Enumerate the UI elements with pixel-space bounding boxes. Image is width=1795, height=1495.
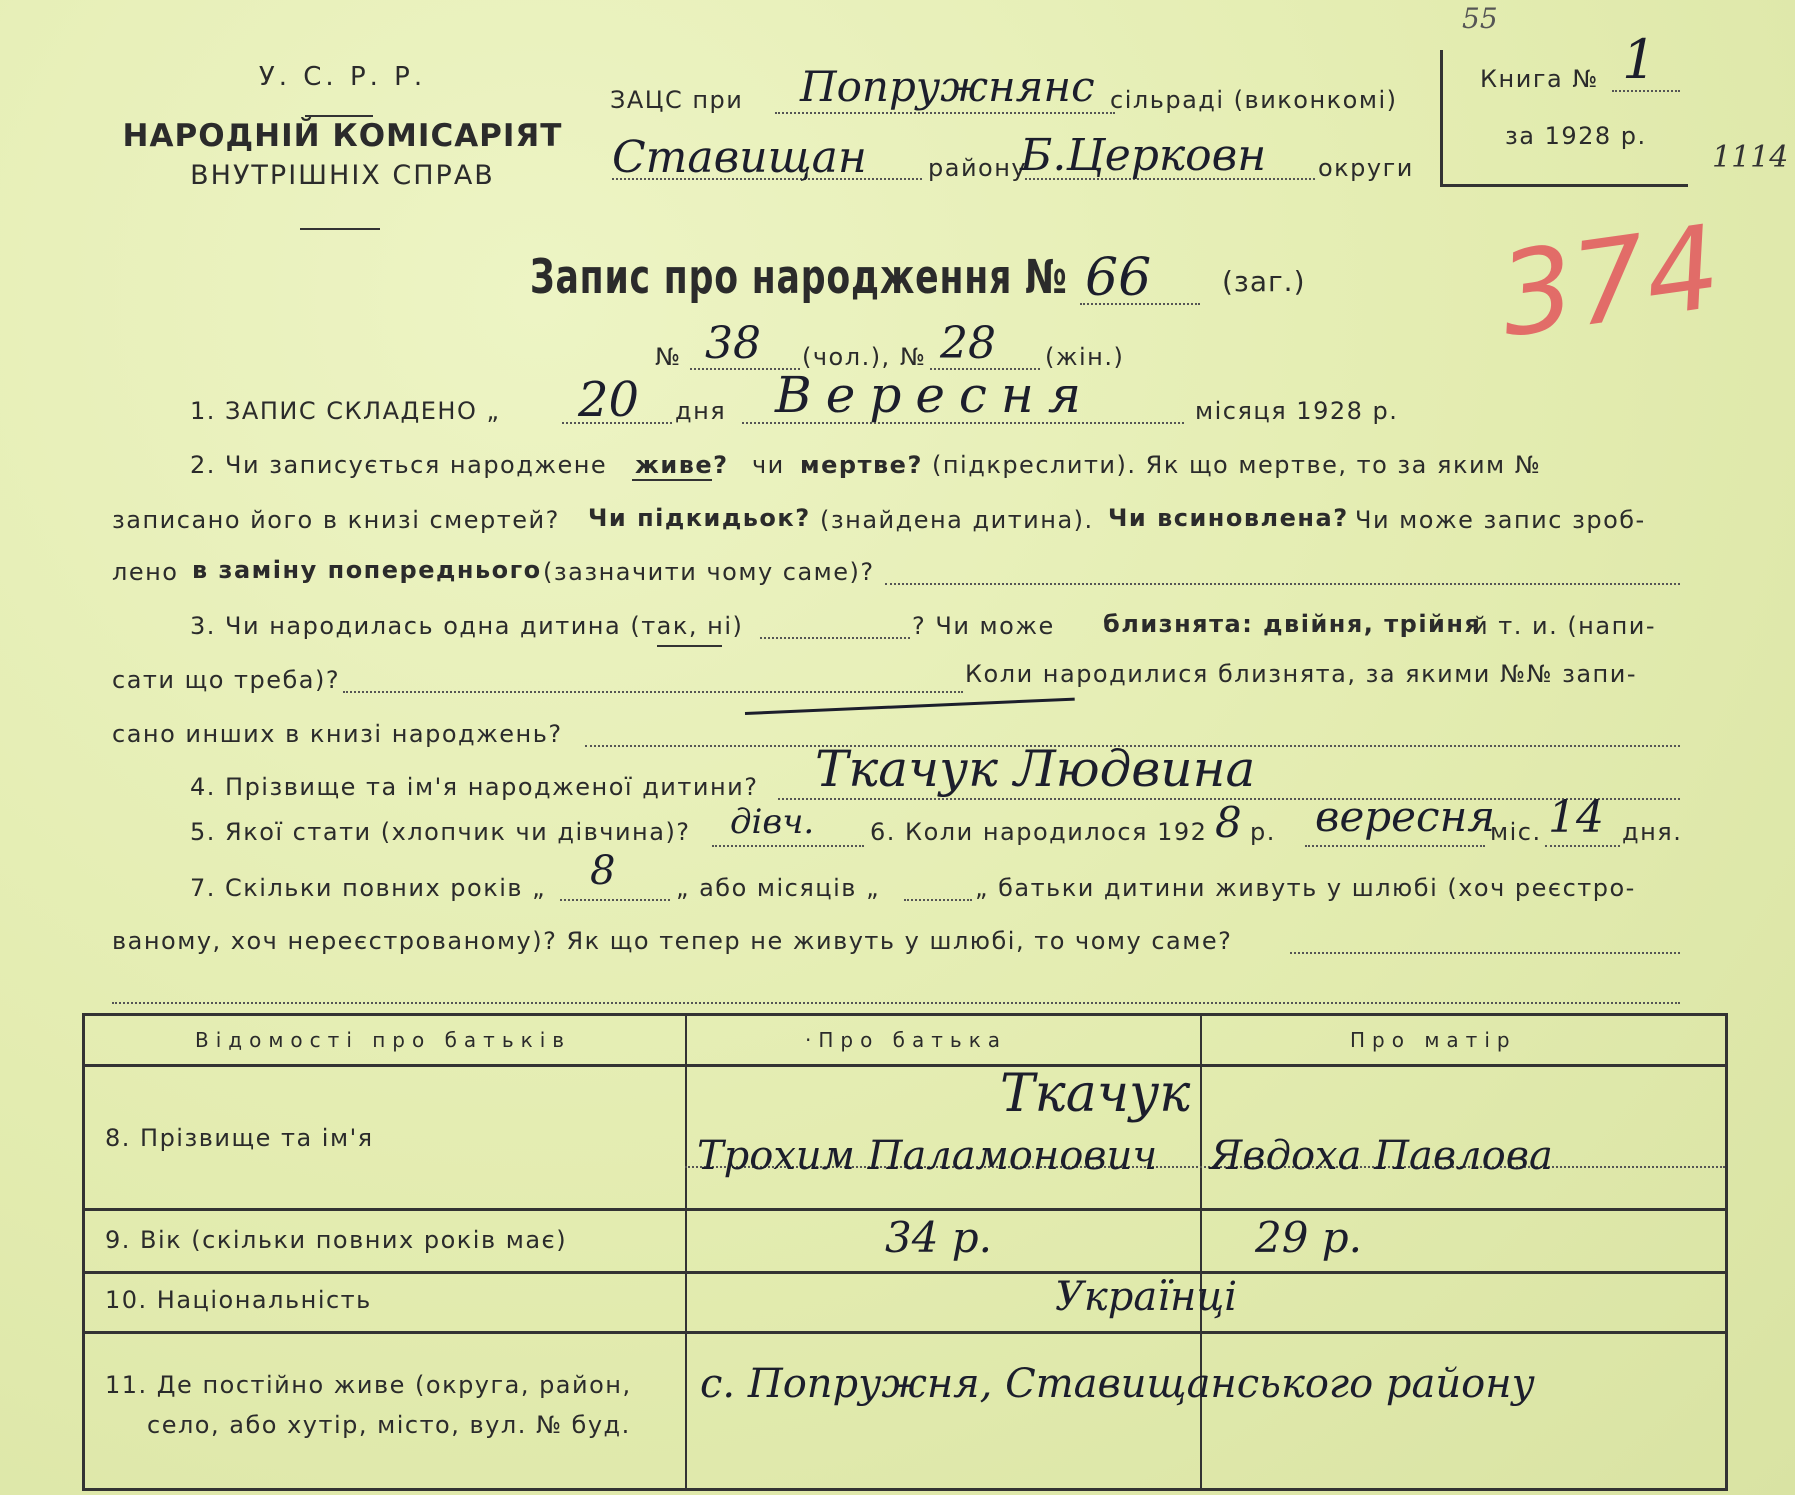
red-archive-number: 374: [1491, 200, 1728, 364]
row-label-age: 9. Вік (скільки повних років має): [105, 1226, 568, 1254]
q1-label: 1. ЗАПИС СКЛАДЕНО „: [190, 397, 501, 425]
q2-alive-underline: [632, 479, 712, 481]
row-label-residence-1: 11. Де постійно живе (округа, район,: [105, 1371, 632, 1399]
q2-line3a: лено: [112, 558, 179, 586]
q7-months-line: [904, 899, 972, 901]
table-col-divider-1: [685, 1016, 687, 1488]
q2-replace-line: [885, 583, 1680, 585]
q1-month-label: місяця 1928 р.: [1195, 397, 1399, 425]
table-col-divider-2: [1200, 1016, 1202, 1488]
row-label-residence-2: село, або хутір, місто, вул. № буд.: [147, 1411, 631, 1439]
hw-child-name: Ткачук Людвина: [815, 740, 1256, 798]
q7-reason-line-2: [112, 1002, 1680, 1004]
okrug-label: округи: [1318, 154, 1414, 182]
hw-residence: с. Попружня, Ставищанського району: [700, 1361, 1535, 1407]
male-label: (чол.), №: [802, 343, 927, 371]
female-label: (жін.): [1045, 343, 1125, 371]
q3-line3: сано инших в книзі народжень?: [112, 720, 563, 748]
q2-line1b: чи: [752, 451, 785, 479]
hw-birth-year: 8: [1215, 798, 1242, 847]
q5-sex-line: [712, 845, 864, 847]
q3-line2b: Коли народилися близнята, за якими №№ запи-: [965, 660, 1637, 688]
q2-line1a: 2. Чи записується народжене: [190, 451, 608, 479]
row-label-nationality: 10. Національність: [105, 1286, 372, 1314]
q1-day-label: дня: [675, 397, 727, 425]
hw-female-number: 28: [940, 318, 996, 369]
q7-line2: ваному, хоч нереєстрованому)? Як що тепер не живуть у шлюбі, то чому саме?: [112, 927, 1233, 955]
village-council-label: сільраді (виконкомі): [1110, 86, 1398, 114]
hw-okrug: Б.Церковн: [1020, 130, 1267, 181]
q3-line1c: й т. и. (напи-: [1472, 612, 1657, 640]
hw-district: Ставищан: [612, 132, 867, 183]
hw-dash-stroke: [745, 698, 1075, 715]
district-label: району: [928, 154, 1028, 182]
q2-found: Чи підкидьок?: [588, 504, 811, 532]
table-row-divider-2: [85, 1271, 1725, 1274]
q6-year-suffix: р.: [1250, 818, 1276, 846]
q6-day-line: [1545, 845, 1620, 847]
q2-alive: живе?: [635, 451, 729, 479]
parents-table: [82, 1013, 1728, 1491]
q2-line2b: (знайдена дитина).: [820, 506, 1094, 534]
q3-line2a: сати що треба)?: [112, 666, 341, 694]
q7-line1b: „ або місяців „: [676, 874, 880, 902]
q3-line1b: ? Чи може: [912, 612, 1055, 640]
zags-label: ЗАЦС при: [610, 86, 744, 114]
q3-twins-line: [343, 691, 963, 693]
q3-single-line: [760, 637, 910, 639]
hw-father-age: 34 р.: [885, 1213, 993, 1262]
hw-mother-age: 29 р.: [1255, 1213, 1363, 1262]
hw-marriage-years: 8: [590, 848, 616, 894]
q7-reason-line: [1290, 952, 1680, 954]
hw-father-name: Трохим Паламонович: [697, 1133, 1158, 1179]
q3-line1a: 3. Чи народилась одна дитина (так, ні): [190, 612, 744, 640]
q7-line1a: 7. Скільки повних років „: [190, 874, 547, 902]
q4-label: 4. Прізвище та ім'я народженої дитини?: [190, 773, 759, 801]
q6-month-label: міс.: [1490, 818, 1542, 846]
q2-line2a: записано його в книзі смертей?: [112, 506, 560, 534]
q2-line1c: (підкреслити). Як що мертве, то за яким №: [932, 451, 1542, 479]
table-row-divider-3: [85, 1331, 1725, 1334]
q2-line3b: (зазначити чому саме)?: [543, 558, 875, 586]
q7-years-line: [560, 899, 670, 901]
hw-right-number: 1114: [1712, 140, 1789, 175]
q3-tak-underline: [657, 645, 722, 647]
col-header-parents: Відомості про батьків: [195, 1028, 572, 1052]
q5-label: 5. Якої стати (хлопчик чи дівчина)?: [190, 818, 691, 846]
book-year: за 1928 р.: [1505, 122, 1647, 150]
hw-child-sex: дівч.: [730, 802, 815, 842]
hw-birth-day: 14: [1548, 792, 1604, 843]
hw-record-number: 66: [1085, 248, 1152, 308]
q2-line2c: Чи може запис зроб-: [1355, 506, 1646, 534]
hw-birth-month: вересня: [1315, 792, 1496, 841]
table-header-divider: [85, 1064, 1725, 1067]
q2-dead: мертве?: [800, 451, 923, 479]
q6-label: 6. Коли народилося 192: [870, 818, 1208, 846]
hw-q1-day: 20: [578, 372, 640, 428]
hw-family-surname: Ткачук: [1000, 1064, 1191, 1124]
commissariat-title: НАРОДНІЙ КОМІСАРІЯТ: [122, 118, 563, 154]
q2-adopted: Чи всиновлена?: [1108, 504, 1349, 532]
col-header-mother: Про матір: [1350, 1028, 1517, 1052]
ussr-label: У. С. Р. Р.: [258, 62, 427, 92]
q7-line1c: „ батьки дитини живуть у шлюбі (хоч реєстро-: [975, 874, 1636, 902]
hw-q1-month: Вересня: [775, 366, 1095, 424]
village-line: [775, 112, 1115, 114]
hw-village-council: Попружнянс: [800, 62, 1095, 111]
row-label-name: 8. Прізвище та ім'я: [105, 1124, 374, 1152]
no-label: №: [655, 343, 682, 371]
record-title: Запис про народження №: [530, 250, 1068, 305]
q6-day-label: дня.: [1622, 818, 1683, 846]
hw-top-number: 55: [1462, 2, 1498, 35]
hw-male-number: 38: [705, 318, 761, 369]
q6-month-line: [1305, 845, 1485, 847]
table-row-divider-1: [85, 1208, 1725, 1211]
col-header-father: ·Про батька: [805, 1028, 1008, 1052]
header-rule-top: [305, 115, 373, 117]
q3-twins: близнята: двійня, трійня: [1103, 610, 1482, 638]
header-rule-bottom: [300, 228, 380, 230]
hw-nationality: Українці: [1055, 1274, 1238, 1320]
hw-mother-name: Явдоха Павлова: [1210, 1133, 1553, 1179]
hw-book-number: 1: [1622, 28, 1657, 91]
issuer-header: [110, 62, 575, 191]
book-label: Книга №: [1480, 65, 1599, 93]
internal-affairs-title: ВНУТРІШНІХ СПРАВ: [190, 160, 495, 191]
record-total-suffix: (заг.): [1222, 265, 1306, 298]
q2-replace: в заміну попереднього: [192, 556, 542, 584]
